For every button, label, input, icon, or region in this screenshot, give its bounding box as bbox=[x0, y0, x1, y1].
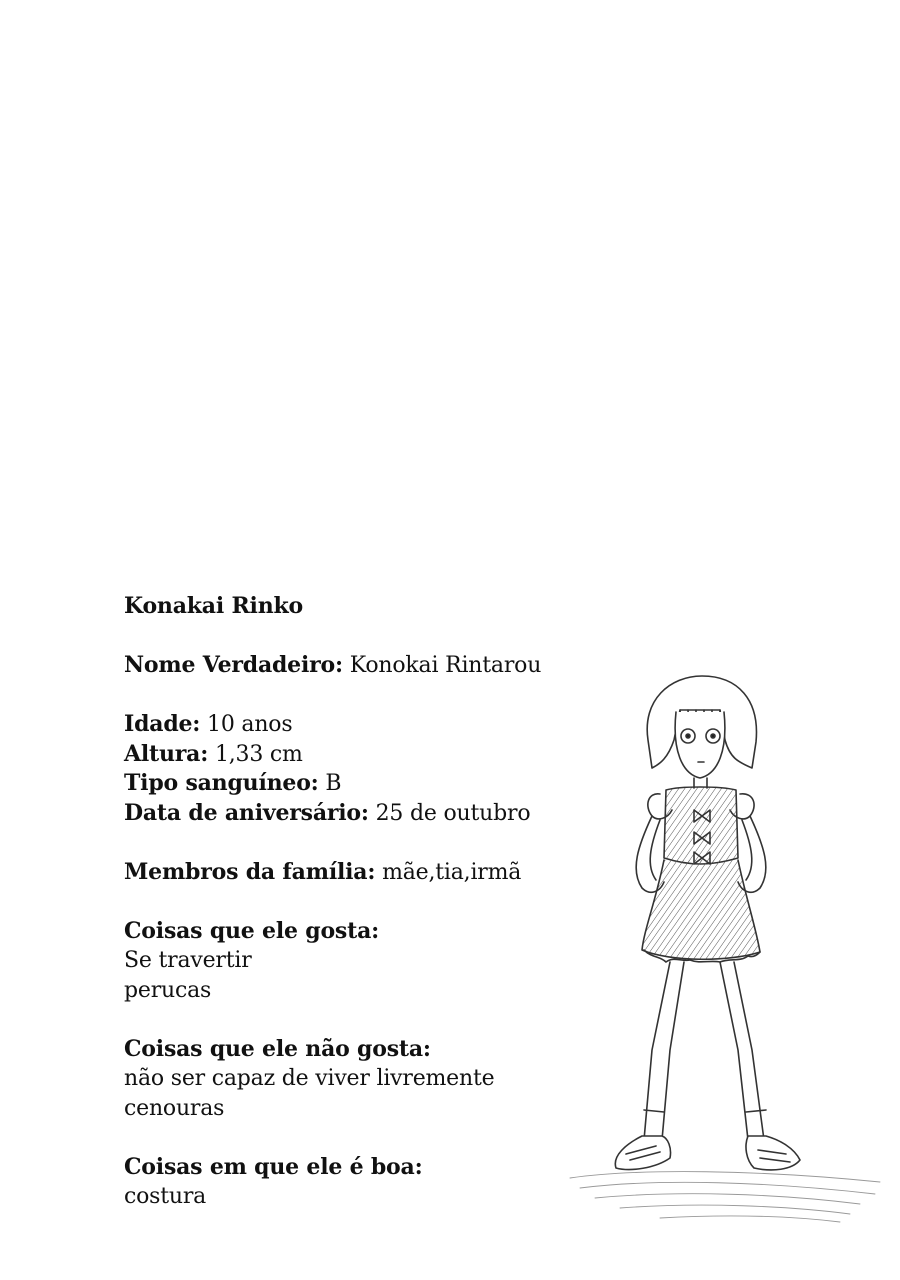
family-label: Membros da família: bbox=[124, 858, 376, 885]
right-shoe bbox=[746, 1136, 800, 1170]
likes-item: perucas bbox=[124, 977, 212, 1003]
age-value: 10 anos bbox=[207, 712, 293, 737]
character-name: Konakai Rinko bbox=[124, 593, 304, 619]
height-row bbox=[124, 740, 584, 770]
blood-type-row bbox=[124, 769, 584, 799]
dislikes-label: Coisas que ele não gosta: bbox=[124, 1035, 431, 1062]
blood-type-label: Tipo sanguíneo: bbox=[124, 770, 319, 796]
dress-top bbox=[664, 787, 738, 864]
height-value: 1,33 cm bbox=[214, 741, 303, 767]
right-leg bbox=[720, 962, 764, 1140]
left-leg bbox=[644, 962, 684, 1140]
skills-label: Coisas em que ele é boa: bbox=[124, 1153, 423, 1180]
left-shoe bbox=[615, 1136, 670, 1170]
birthday-value: 25 de outubro bbox=[375, 800, 531, 826]
age-label: Idade: bbox=[124, 711, 201, 737]
face bbox=[675, 712, 725, 778]
blood-type-value: B bbox=[325, 771, 342, 796]
family-row bbox=[124, 858, 584, 888]
true-name-label: Nome Verdadeiro: bbox=[124, 652, 343, 678]
family-value: mãe,tia,irmã bbox=[382, 859, 522, 885]
dislikes-item: cenouras bbox=[124, 1095, 225, 1121]
character-profile bbox=[124, 592, 584, 1212]
age-row bbox=[124, 710, 584, 740]
likes-label: Coisas que ele gosta: bbox=[124, 917, 380, 944]
ground-shadow bbox=[570, 1172, 880, 1222]
height-label: Altura: bbox=[124, 740, 209, 767]
true-name-row bbox=[124, 651, 584, 681]
true-name-value: Konokai Rintarou bbox=[349, 653, 542, 678]
dress-skirt bbox=[642, 860, 760, 959]
dislikes-item: não ser capaz de viver livremente bbox=[124, 1066, 495, 1091]
character-sketch bbox=[560, 670, 890, 1230]
skills-item: costura bbox=[124, 1184, 207, 1209]
birthday-label: Data de aniversário: bbox=[124, 799, 369, 826]
likes-item: Se travertir bbox=[124, 948, 252, 973]
birthday-row bbox=[124, 799, 584, 829]
